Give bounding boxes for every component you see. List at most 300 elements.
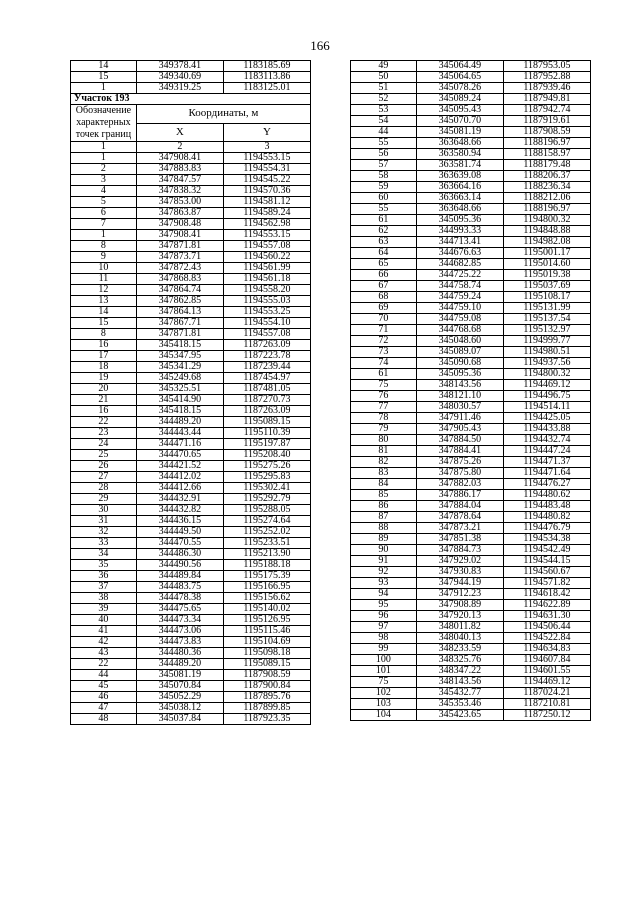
- x-coordinate: 347875.80: [416, 468, 503, 479]
- y-coordinate: 1194514.11: [503, 402, 590, 413]
- y-coordinate: 1194471.37: [503, 457, 590, 468]
- point-number: 79: [351, 424, 417, 435]
- x-coordinate: 345078.26: [416, 83, 503, 94]
- point-number: 8: [71, 329, 137, 340]
- x-coordinate: 363581.74: [416, 160, 503, 171]
- y-coordinate: 1194560.67: [503, 567, 590, 578]
- table-row: [351, 413, 591, 424]
- y-coordinate: 1187919.61: [503, 116, 590, 127]
- y-coordinate: 1195108.17: [503, 292, 590, 303]
- x-coordinate: 347873.21: [416, 523, 503, 534]
- table-row: [71, 439, 311, 450]
- table-row: [71, 461, 311, 472]
- x-coordinate: 344759.24: [416, 292, 503, 303]
- y-coordinate: 1188158.97: [503, 149, 590, 160]
- coordinates-header: Координаты, м: [136, 105, 310, 124]
- y-coordinate: 1187953.05: [503, 61, 590, 72]
- x-coordinate: 345089.07: [416, 347, 503, 358]
- x-coordinate: 349378.41: [136, 61, 223, 72]
- x-coordinate: 345052.29: [136, 692, 223, 703]
- y-coordinate: 1187250.12: [503, 710, 590, 721]
- y-coordinate: 1195213.90: [223, 549, 310, 560]
- point-number: 95: [351, 600, 417, 611]
- y-coordinate: 1195274.64: [223, 516, 310, 527]
- x-coordinate: 347908.41: [136, 153, 223, 164]
- x-coordinate: 348011.82: [416, 622, 503, 633]
- x-coordinate: 345347.95: [136, 351, 223, 362]
- table-row: [351, 61, 591, 72]
- table-row: [351, 435, 591, 446]
- point-number: 54: [351, 116, 417, 127]
- x-coordinate: 345432.77: [416, 688, 503, 699]
- y-coordinate: 1194553.15: [223, 153, 310, 164]
- table-row: [351, 567, 591, 578]
- x-coordinate: 348143.56: [416, 677, 503, 688]
- table-row: [71, 703, 311, 714]
- x-coordinate: 348233.59: [416, 644, 503, 655]
- point-number: 56: [351, 149, 417, 160]
- y-coordinate: 1195137.54: [503, 314, 590, 325]
- y-coordinate: 1195156.62: [223, 593, 310, 604]
- y-coordinate: 1194555.03: [223, 296, 310, 307]
- x-coordinate: 345414.90: [136, 395, 223, 406]
- table-row: [351, 556, 591, 567]
- table-row: [351, 446, 591, 457]
- table-row: [351, 325, 591, 336]
- table-row: [351, 391, 591, 402]
- point-number: 3: [71, 175, 137, 186]
- y-header: Y: [223, 123, 310, 142]
- table-row: [351, 666, 591, 677]
- table-row: [351, 116, 591, 127]
- table-row: [71, 681, 311, 692]
- x-coordinate: 363580.94: [416, 149, 503, 160]
- y-coordinate: 1194589.24: [223, 208, 310, 219]
- page-number: 166: [310, 38, 330, 53]
- x-coordinate: 347884.50: [416, 435, 503, 446]
- y-coordinate: 1194557.08: [223, 241, 310, 252]
- x-coordinate: 345070.84: [136, 681, 223, 692]
- y-coordinate: 1183125.01: [223, 83, 310, 94]
- x-coordinate: 345070.70: [416, 116, 503, 127]
- x-coordinate: 349340.69: [136, 72, 223, 83]
- y-coordinate: 1194476.79: [503, 523, 590, 534]
- point-number: 97: [351, 622, 417, 633]
- x-coordinate: 344475.65: [136, 604, 223, 615]
- point-number: 44: [351, 127, 417, 138]
- y-coordinate: 1194570.36: [223, 186, 310, 197]
- y-coordinate: 1195019.38: [503, 270, 590, 281]
- point-number: 18: [71, 362, 137, 373]
- point-number: 70: [351, 314, 417, 325]
- point-number: 6: [71, 208, 137, 219]
- table-row: [71, 340, 311, 351]
- x-coordinate: 348325.76: [416, 655, 503, 666]
- point-number: 85: [351, 490, 417, 501]
- table-row: [351, 182, 591, 193]
- table-row: [351, 160, 591, 171]
- point-number: 26: [71, 461, 137, 472]
- point-number: 27: [71, 472, 137, 483]
- point-number: 10: [71, 263, 137, 274]
- table-row: [71, 318, 311, 329]
- table-row: [71, 626, 311, 637]
- y-coordinate: 1194581.12: [223, 197, 310, 208]
- point-number: 67: [351, 281, 417, 292]
- x-coordinate: 344713.41: [416, 237, 503, 248]
- x-coordinate: 344486.30: [136, 549, 223, 560]
- point-number: 77: [351, 402, 417, 413]
- y-coordinate: 1194433.88: [503, 424, 590, 435]
- y-coordinate: 1194607.84: [503, 655, 590, 666]
- y-coordinate: 1195188.18: [223, 560, 310, 571]
- y-coordinate: 1194447.24: [503, 446, 590, 457]
- table-row: [71, 208, 311, 219]
- table-row: [351, 600, 591, 611]
- x-coordinate: 344489.20: [136, 659, 223, 670]
- y-coordinate: 1194848.88: [503, 226, 590, 237]
- point-number: 33: [71, 538, 137, 549]
- right-data-rows: [351, 61, 591, 721]
- table-row: [71, 428, 311, 439]
- x-coordinate: 345095.36: [416, 369, 503, 380]
- point-number: 36: [71, 571, 137, 582]
- table-row: [351, 589, 591, 600]
- table-row: [71, 582, 311, 593]
- y-coordinate: 1194522.84: [503, 633, 590, 644]
- table-row: [351, 501, 591, 512]
- point-number: 101: [351, 666, 417, 677]
- y-coordinate: 1194631.30: [503, 611, 590, 622]
- y-coordinate: 1195295.83: [223, 472, 310, 483]
- x-coordinate: 347908.41: [136, 230, 223, 241]
- x-coordinate: 345249.68: [136, 373, 223, 384]
- table-row: [351, 578, 591, 589]
- table-row: [71, 516, 311, 527]
- x-coordinate: 344768.68: [416, 325, 503, 336]
- point-number: 48: [71, 714, 137, 725]
- x-coordinate: 347878.64: [416, 512, 503, 523]
- y-coordinate: 1194982.08: [503, 237, 590, 248]
- x-coordinate: 344421.52: [136, 461, 223, 472]
- x-coordinate: 344470.65: [136, 450, 223, 461]
- table-row: [71, 395, 311, 406]
- table-row: [351, 688, 591, 699]
- x-coordinate: 344682.85: [416, 259, 503, 270]
- table-row: [351, 677, 591, 688]
- point-number: 75: [351, 380, 417, 391]
- y-coordinate: 1195098.18: [223, 648, 310, 659]
- point-number: 52: [351, 94, 417, 105]
- left-data-rows: [71, 153, 311, 725]
- point-number: 88: [351, 523, 417, 534]
- point-number: 14: [71, 307, 137, 318]
- point-number: 65: [351, 259, 417, 270]
- table-row: [71, 417, 311, 428]
- x-coordinate: 347863.87: [136, 208, 223, 219]
- y-coordinate: 1195197.87: [223, 439, 310, 450]
- y-coordinate: 1194560.22: [223, 252, 310, 263]
- x-coordinate: 344489.84: [136, 571, 223, 582]
- x-coordinate: 347944.19: [416, 578, 503, 589]
- table-row: [71, 175, 311, 186]
- y-coordinate: 1194469.12: [503, 677, 590, 688]
- point-number: 71: [351, 325, 417, 336]
- point-number: 89: [351, 534, 417, 545]
- x-coordinate: 347883.83: [136, 164, 223, 175]
- x-coordinate: 344489.20: [136, 417, 223, 428]
- table-row: [71, 450, 311, 461]
- y-coordinate: 1195104.69: [223, 637, 310, 648]
- table-row: [71, 72, 311, 83]
- point-number: 17: [71, 351, 137, 362]
- column-number-2: 2: [136, 142, 223, 153]
- point-number: 64: [351, 248, 417, 259]
- table-row: [71, 549, 311, 560]
- point-number: 102: [351, 688, 417, 699]
- x-coordinate: 347884.41: [416, 446, 503, 457]
- x-coordinate: 344432.82: [136, 505, 223, 516]
- table-row: [71, 659, 311, 670]
- table-row: [351, 303, 591, 314]
- point-number: 69: [351, 303, 417, 314]
- y-coordinate: 1187210.81: [503, 699, 590, 710]
- point-number: 47: [71, 703, 137, 714]
- x-coordinate: 348030.57: [416, 402, 503, 413]
- x-coordinate: 347908.89: [416, 600, 503, 611]
- table-row: [71, 714, 311, 725]
- x-coordinate: 349319.25: [136, 83, 223, 94]
- x-coordinate: 347867.71: [136, 318, 223, 329]
- table-row: [71, 263, 311, 274]
- table-row: [71, 637, 311, 648]
- table-row: [351, 72, 591, 83]
- point-number: 25: [71, 450, 137, 461]
- y-coordinate: 1195166.95: [223, 582, 310, 593]
- y-coordinate: 1194545.22: [223, 175, 310, 186]
- point-number: 53: [351, 105, 417, 116]
- section-header: [71, 94, 311, 153]
- point-number: 41: [71, 626, 137, 637]
- table-row: [351, 534, 591, 545]
- point-number: 15: [71, 72, 137, 83]
- y-coordinate: 1187923.35: [223, 714, 310, 725]
- y-coordinate: 1194562.98: [223, 219, 310, 230]
- x-coordinate: 347853.00: [136, 197, 223, 208]
- x-coordinate: 344758.74: [416, 281, 503, 292]
- x-coordinate: 347911.46: [416, 413, 503, 424]
- y-coordinate: 1195110.39: [223, 428, 310, 439]
- x-coordinate: 363648.66: [416, 138, 503, 149]
- point-number: 35: [71, 560, 137, 571]
- table-row: [71, 164, 311, 175]
- table-row: [71, 197, 311, 208]
- y-coordinate: 1187454.97: [223, 373, 310, 384]
- y-coordinate: 1194553.25: [223, 307, 310, 318]
- point-number: 37: [71, 582, 137, 593]
- table-row: [71, 329, 311, 340]
- point-number: 104: [351, 710, 417, 721]
- y-coordinate: 1195288.05: [223, 505, 310, 516]
- point-number: 59: [351, 182, 417, 193]
- y-coordinate: 1194542.49: [503, 545, 590, 556]
- table-row: [71, 219, 311, 230]
- point-number: 73: [351, 347, 417, 358]
- point-number: 45: [71, 681, 137, 692]
- table-row: [71, 307, 311, 318]
- table-row: [351, 83, 591, 94]
- x-coordinate: 344436.15: [136, 516, 223, 527]
- y-coordinate: 1195275.26: [223, 461, 310, 472]
- point-number: 58: [351, 171, 417, 182]
- table-row: [351, 226, 591, 237]
- table-row: [351, 380, 591, 391]
- x-coordinate: 347872.43: [136, 263, 223, 274]
- y-coordinate: 1194557.08: [223, 329, 310, 340]
- point-number: 43: [71, 648, 137, 659]
- table-row: [351, 127, 591, 138]
- point-number: 80: [351, 435, 417, 446]
- y-coordinate: 1188212.06: [503, 193, 590, 204]
- y-coordinate: 1194544.15: [503, 556, 590, 567]
- point-number: 22: [71, 417, 137, 428]
- table-row: [351, 94, 591, 105]
- x-coordinate: 345089.24: [416, 94, 503, 105]
- point-number: 30: [71, 505, 137, 516]
- point-number: 87: [351, 512, 417, 523]
- point-number: 66: [351, 270, 417, 281]
- y-coordinate: 1194496.75: [503, 391, 590, 402]
- table-row: [351, 490, 591, 501]
- x-coordinate: 347851.38: [416, 534, 503, 545]
- point-number: 57: [351, 160, 417, 171]
- y-coordinate: 1194561.18: [223, 274, 310, 285]
- point-number: 22: [71, 659, 137, 670]
- y-coordinate: 1183185.69: [223, 61, 310, 72]
- y-coordinate: 1187949.81: [503, 94, 590, 105]
- x-coordinate: 345353.46: [416, 699, 503, 710]
- y-coordinate: 1187908.59: [503, 127, 590, 138]
- x-coordinate: 347886.17: [416, 490, 503, 501]
- x-coordinate: 344490.56: [136, 560, 223, 571]
- y-coordinate: 1194554.31: [223, 164, 310, 175]
- table-row: [351, 138, 591, 149]
- table-row: [71, 296, 311, 307]
- y-coordinate: 1187270.73: [223, 395, 310, 406]
- x-coordinate: 344725.22: [416, 270, 503, 281]
- column-number-3: 3: [223, 142, 310, 153]
- table-row: [351, 292, 591, 303]
- table-row: [71, 538, 311, 549]
- left-top-rows: [71, 61, 311, 94]
- point-number: 91: [351, 556, 417, 567]
- point-number: 93: [351, 578, 417, 589]
- point-number: 15: [71, 318, 137, 329]
- y-coordinate: 1194553.15: [223, 230, 310, 241]
- x-coordinate: 347912.23: [416, 589, 503, 600]
- point-number: 34: [71, 549, 137, 560]
- point-number: 96: [351, 611, 417, 622]
- point-number: 28: [71, 483, 137, 494]
- section-title: Участок 193: [71, 94, 311, 105]
- table-row: [71, 505, 311, 516]
- point-number: 39: [71, 604, 137, 615]
- point-number: 51: [351, 83, 417, 94]
- y-coordinate: 1187263.09: [223, 340, 310, 351]
- point-number: 78: [351, 413, 417, 424]
- y-coordinate: 1187899.85: [223, 703, 310, 714]
- point-number: 1: [71, 83, 137, 94]
- point-number: 55: [351, 138, 417, 149]
- point-number: 9: [71, 252, 137, 263]
- y-coordinate: 1195089.15: [223, 417, 310, 428]
- point-number: 5: [71, 197, 137, 208]
- table-row: [71, 571, 311, 582]
- y-coordinate: 1187939.46: [503, 83, 590, 94]
- x-coordinate: 345325.51: [136, 384, 223, 395]
- y-coordinate: 1195037.69: [503, 281, 590, 292]
- y-coordinate: 1195252.02: [223, 527, 310, 538]
- point-number: 83: [351, 468, 417, 479]
- y-coordinate: 1195115.46: [223, 626, 310, 637]
- point-number: 20: [71, 384, 137, 395]
- table-row: [351, 512, 591, 523]
- x-coordinate: 345081.19: [416, 127, 503, 138]
- point-number: 90: [351, 545, 417, 556]
- y-coordinate: 1194534.38: [503, 534, 590, 545]
- point-number: 68: [351, 292, 417, 303]
- x-coordinate: 347868.83: [136, 274, 223, 285]
- x-coordinate: 344432.91: [136, 494, 223, 505]
- table-row: [351, 259, 591, 270]
- table-row: [71, 615, 311, 626]
- y-coordinate: 1188196.97: [503, 204, 590, 215]
- point-number: 46: [71, 692, 137, 703]
- y-coordinate: 1194480.82: [503, 512, 590, 523]
- table-row: [71, 351, 311, 362]
- y-coordinate: 1187263.09: [223, 406, 310, 417]
- x-coordinate: 347862.85: [136, 296, 223, 307]
- point-number: 100: [351, 655, 417, 666]
- table-row: [71, 373, 311, 384]
- point-number: 92: [351, 567, 417, 578]
- y-coordinate: 1194980.51: [503, 347, 590, 358]
- x-coordinate: 344412.02: [136, 472, 223, 483]
- point-number: 8: [71, 241, 137, 252]
- point-number: 94: [351, 589, 417, 600]
- x-coordinate: 344470.55: [136, 538, 223, 549]
- x-coordinate: 345081.19: [136, 670, 223, 681]
- point-number: 44: [71, 670, 137, 681]
- y-coordinate: 1194558.20: [223, 285, 310, 296]
- point-number: 12: [71, 285, 137, 296]
- x-coordinate: 348040.13: [416, 633, 503, 644]
- y-coordinate: 1194937.56: [503, 358, 590, 369]
- y-coordinate: 1194999.77: [503, 336, 590, 347]
- point-number: 31: [71, 516, 137, 527]
- x-coordinate: 344993.33: [416, 226, 503, 237]
- x-coordinate: 348347.22: [416, 666, 503, 677]
- table-row: [71, 230, 311, 241]
- table-row: [71, 153, 311, 164]
- x-coordinate: 344473.06: [136, 626, 223, 637]
- y-coordinate: 1194425.05: [503, 413, 590, 424]
- table-row: [71, 252, 311, 263]
- y-coordinate: 1194634.83: [503, 644, 590, 655]
- point-number: 50: [351, 72, 417, 83]
- table-row: [351, 545, 591, 556]
- right-coordinates-table: [350, 60, 591, 721]
